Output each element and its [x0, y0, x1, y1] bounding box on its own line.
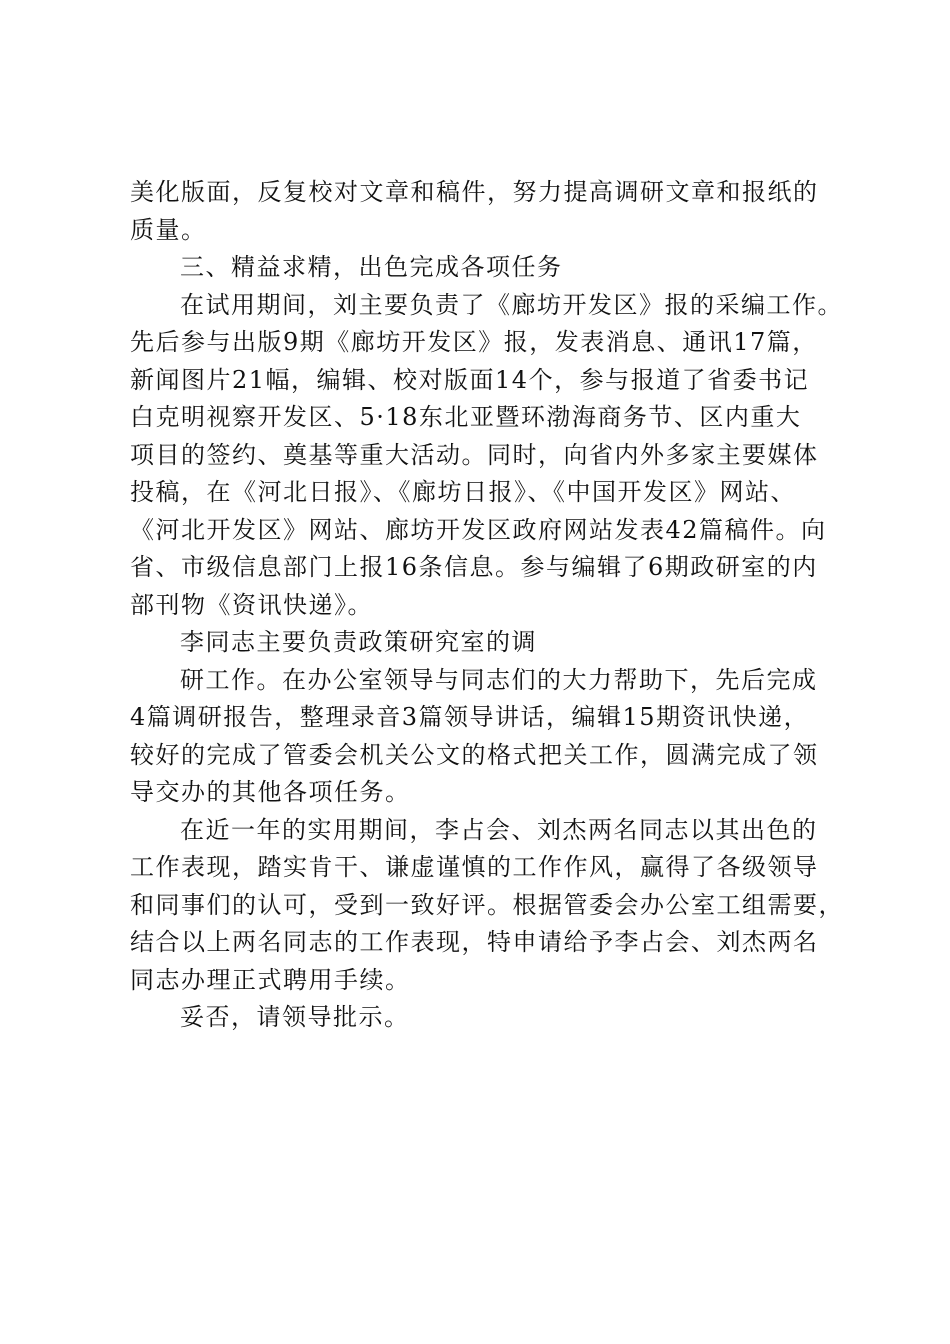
- text-line-7: 白克明视察开发区、5·18东北亚暨环渤海商务节、区内重大: [130, 403, 802, 431]
- document-body: [130, 174, 844, 1037]
- text-line-2: 质量。: [130, 215, 207, 244]
- text-line-8: 项目的签约、奠基等重大活动。同时，向省内外多家主要媒体: [130, 440, 819, 469]
- text-line-16: 较好的完成了管委会机关公文的格式把关工作，圆满完成了领: [130, 740, 819, 769]
- text-line-22: 同志办理正式聘用手续。: [130, 965, 411, 994]
- text-line-11: 省、市级信息部门上报16条信息。参与编辑了6期政研室的内: [130, 553, 818, 581]
- closing-request: 妥否，请领导批示。: [180, 1003, 410, 1031]
- text-line-4: 在试用期间，刘主要负责了《廊坊开发区》报的采编工作。: [180, 290, 843, 319]
- text-line-14: 研工作。在办公室领导与同志们的大力帮助下，先后完成: [180, 665, 818, 694]
- text-line-9: 投稿，在《河北日报》、《廊坊日报》、《中国开发区》网站、: [130, 478, 796, 506]
- text-line-19: 工作表现，踏实肯干、谦虚谨慎的工作作风，赢得了各级领导: [130, 853, 819, 881]
- text-line-5: 先后参与出版9期《廊坊开发区》报，发表消息、通讯17篇，: [130, 328, 818, 356]
- text-line-20: 和同事们的认可，受到一致好评。根据管委会办公室工组需要，: [130, 890, 844, 919]
- section-heading: 三、精益求精，出色完成各项任务: [180, 253, 563, 281]
- text-line-17: 导交办的其他各项任务。: [130, 778, 411, 806]
- text-line-6: 新闻图片21幅，编辑、校对版面14个，参与报道了省委书记: [130, 365, 810, 394]
- text-line-10: 《河北开发区》网站、廊坊开发区政府网站发表42篇稿件。向: [130, 515, 827, 544]
- text-line-18: 在近一年的实用期间，李占会、刘杰两名同志以其出色的: [180, 815, 818, 844]
- text-line-1: 美化版面，反复校对文章和稿件，努力提高调研文章和报纸的: [130, 178, 819, 206]
- text-line-21: 结合以上两名同志的工作表现，特申请给予李占会、刘杰两名: [130, 928, 819, 956]
- text-line-13: 李同志主要负责政策研究室的调: [180, 628, 537, 656]
- text-line-12: 部刊物《资讯快递》。: [130, 590, 373, 619]
- text-line-15: 4篇调研报告，整理录音3篇领导讲话，编辑15期资讯快递，: [130, 703, 810, 731]
